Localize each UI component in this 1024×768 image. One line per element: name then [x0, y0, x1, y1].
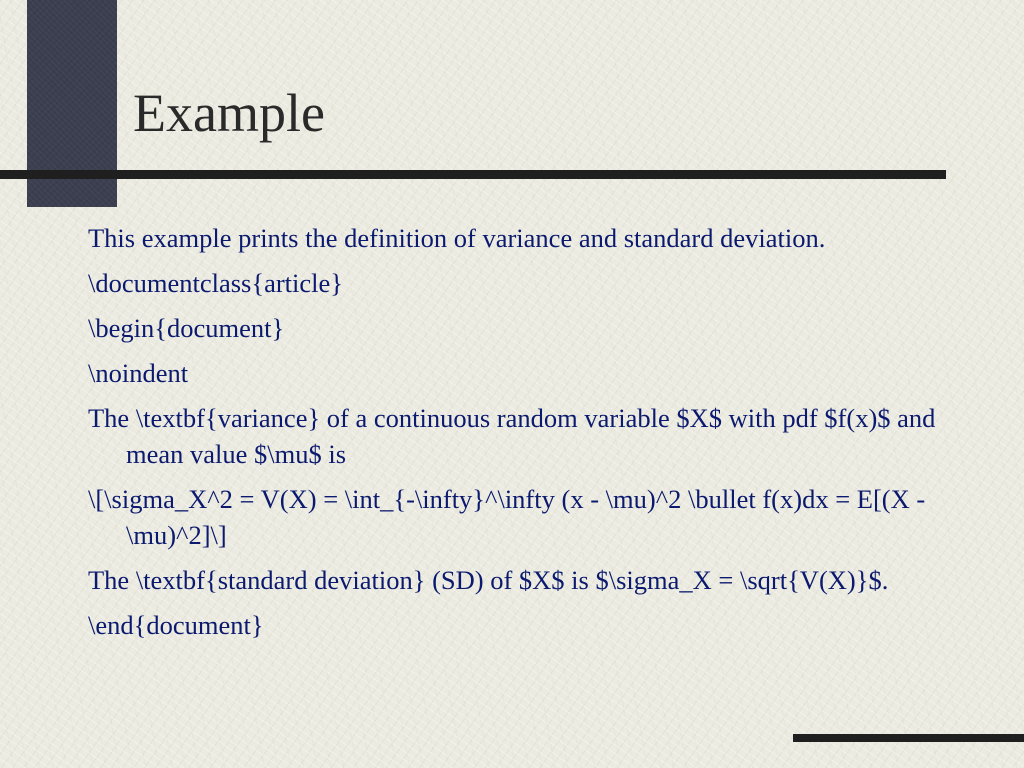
- body-paragraph: The \textbf{standard deviation} (SD) of $X$ is $\sigma_X = \sqrt{V(X)}$.: [88, 565, 889, 595]
- slide-title: Example: [133, 83, 325, 143]
- body-paragraph: \end{document}: [88, 610, 264, 640]
- title-divider-line: [0, 170, 946, 179]
- body-paragraph: \noindent: [88, 358, 189, 388]
- body-paragraph: The \textbf{variance} of a continuous random variable $X$ with pdf $f(x)$ and mean value $\mu$ is: [88, 403, 936, 469]
- body-paragraph: \begin{document}: [88, 313, 285, 343]
- footer-divider-line: [793, 734, 1024, 742]
- body-paragraph: \[\sigma_X^2 = V(X) = \int_{-\infty}^\infty (x - \mu)^2 \bullet f(x)dx = E[(X - \mu)^2]\]: [88, 484, 926, 550]
- slide-body: [88, 220, 948, 652]
- body-paragraph: This example prints the definition of variance and standard deviation.: [88, 223, 826, 253]
- body-paragraph: \documentclass{article}: [88, 268, 344, 298]
